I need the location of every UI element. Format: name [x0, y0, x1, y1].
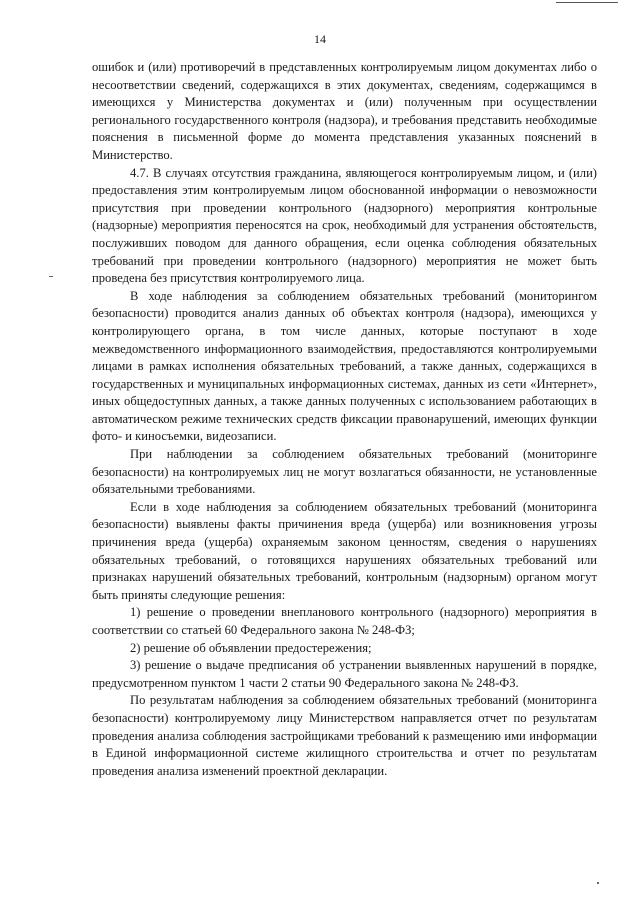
page-number: 14: [314, 32, 326, 46]
margin-mark: [49, 276, 53, 277]
list-item-decision-3: 3) решение о выдаче предписания об устранении выявленных нарушений в порядке, предусмотренном пунктом 1 части 2 статьи 90 Федерального закона № 248-ФЗ.: [92, 658, 597, 690]
paragraph-4-7: 4.7. В случаях отсутствия гражданина, являющегося контролируемым лицом, и (или) предоставления этим контролируемым лицом обоснованной информации о невозможности присутствия при проведении контрольного (надзорного) мероприятия контрольные (надзорные) мероприятия переносятся на срок, необходимый для устранения обстоятельств, послуживших поводом для данного обращения, если оценка соблюдения обязательных требований при проведении контрольного (надзорного) мероприятия не может быть проведена без присутствия контролируемого лица.: [92, 165, 597, 286]
paragraph-continuation: ошибок и (или) противоречий в представленных контролируемым лицом документах либо о несоответствии сведений, содержащихся в этих документах, сведениям, содержащимся в имеющихся у Министерства документах и (или) полученным при осуществлении регионального государственного контроля (надзора), и требования представить необходимые пояснения в письменной форме до момента представления указанных пояснений в Министерство.: [92, 60, 597, 162]
paragraph-no-obligations: При наблюдении за соблюдением обязательных требований (мониторинге безопасности) на контролируемых лиц не могут возлагаться обязанности, не установленные обязательными требованиями.: [92, 447, 597, 497]
list-item-decision-2: 2) решение об объявлении предостережения;: [130, 640, 372, 655]
paragraph-results-report: По результатам наблюдения за соблюдением обязательных требований (мониторинга безопасности) контролируемому лицу Министерством направляется отчет по результатам проведения анализа соблюдения застройщиками требований к размещению ими информации в Единой информационной системе жилищного строительства и отчет по результатам проведения анализа изменений проектной декларации.: [92, 693, 597, 778]
list-item-decision-1: 1) решение о проведении внепланового контрольного (надзорного) мероприятия в соответствии со статьей 60 Федерального закона № 248-ФЗ;: [92, 605, 597, 637]
corner-mark: [597, 882, 599, 884]
paragraph-monitoring-analysis: В ходе наблюдения за соблюдением обязательных требований (мониторингом безопасности) проводится анализ данных об объектах контроля (надзора), имеющихся у контролирующего органа, в том числе данных, которые поступают в ходе межведомственного информационного взаимодействия, предоставляются контролируемыми лицами в рамках исполнения обязательных требований, а также данных, содержащихся в государственных и муниципальных информационных системах, данных из сети «Интернет», иных общедоступных данных, а также данных полученных с использованием работающих в автоматическом режиме технических средств фиксации правонарушений, имеющих функции фото- и киносъемки, видеозаписи.: [92, 288, 597, 444]
scan-edge-mark: [556, 2, 618, 3]
document-body: [92, 59, 597, 780]
paragraph-violations-decisions: Если в ходе наблюдения за соблюдением обязательных требований (мониторинга безопасности) выявлены факты причинения вреда (ущерба) или возникновения угрозы причинения вреда (ущерба) охраняемым законом ценностям, сведения о нарушениях обязательных требований, о готовящихся нарушениях обязательных требований или признаках нарушений обязательных требований, контрольным (надзорным) органом могут быть приняты следующие решения:: [92, 499, 597, 602]
